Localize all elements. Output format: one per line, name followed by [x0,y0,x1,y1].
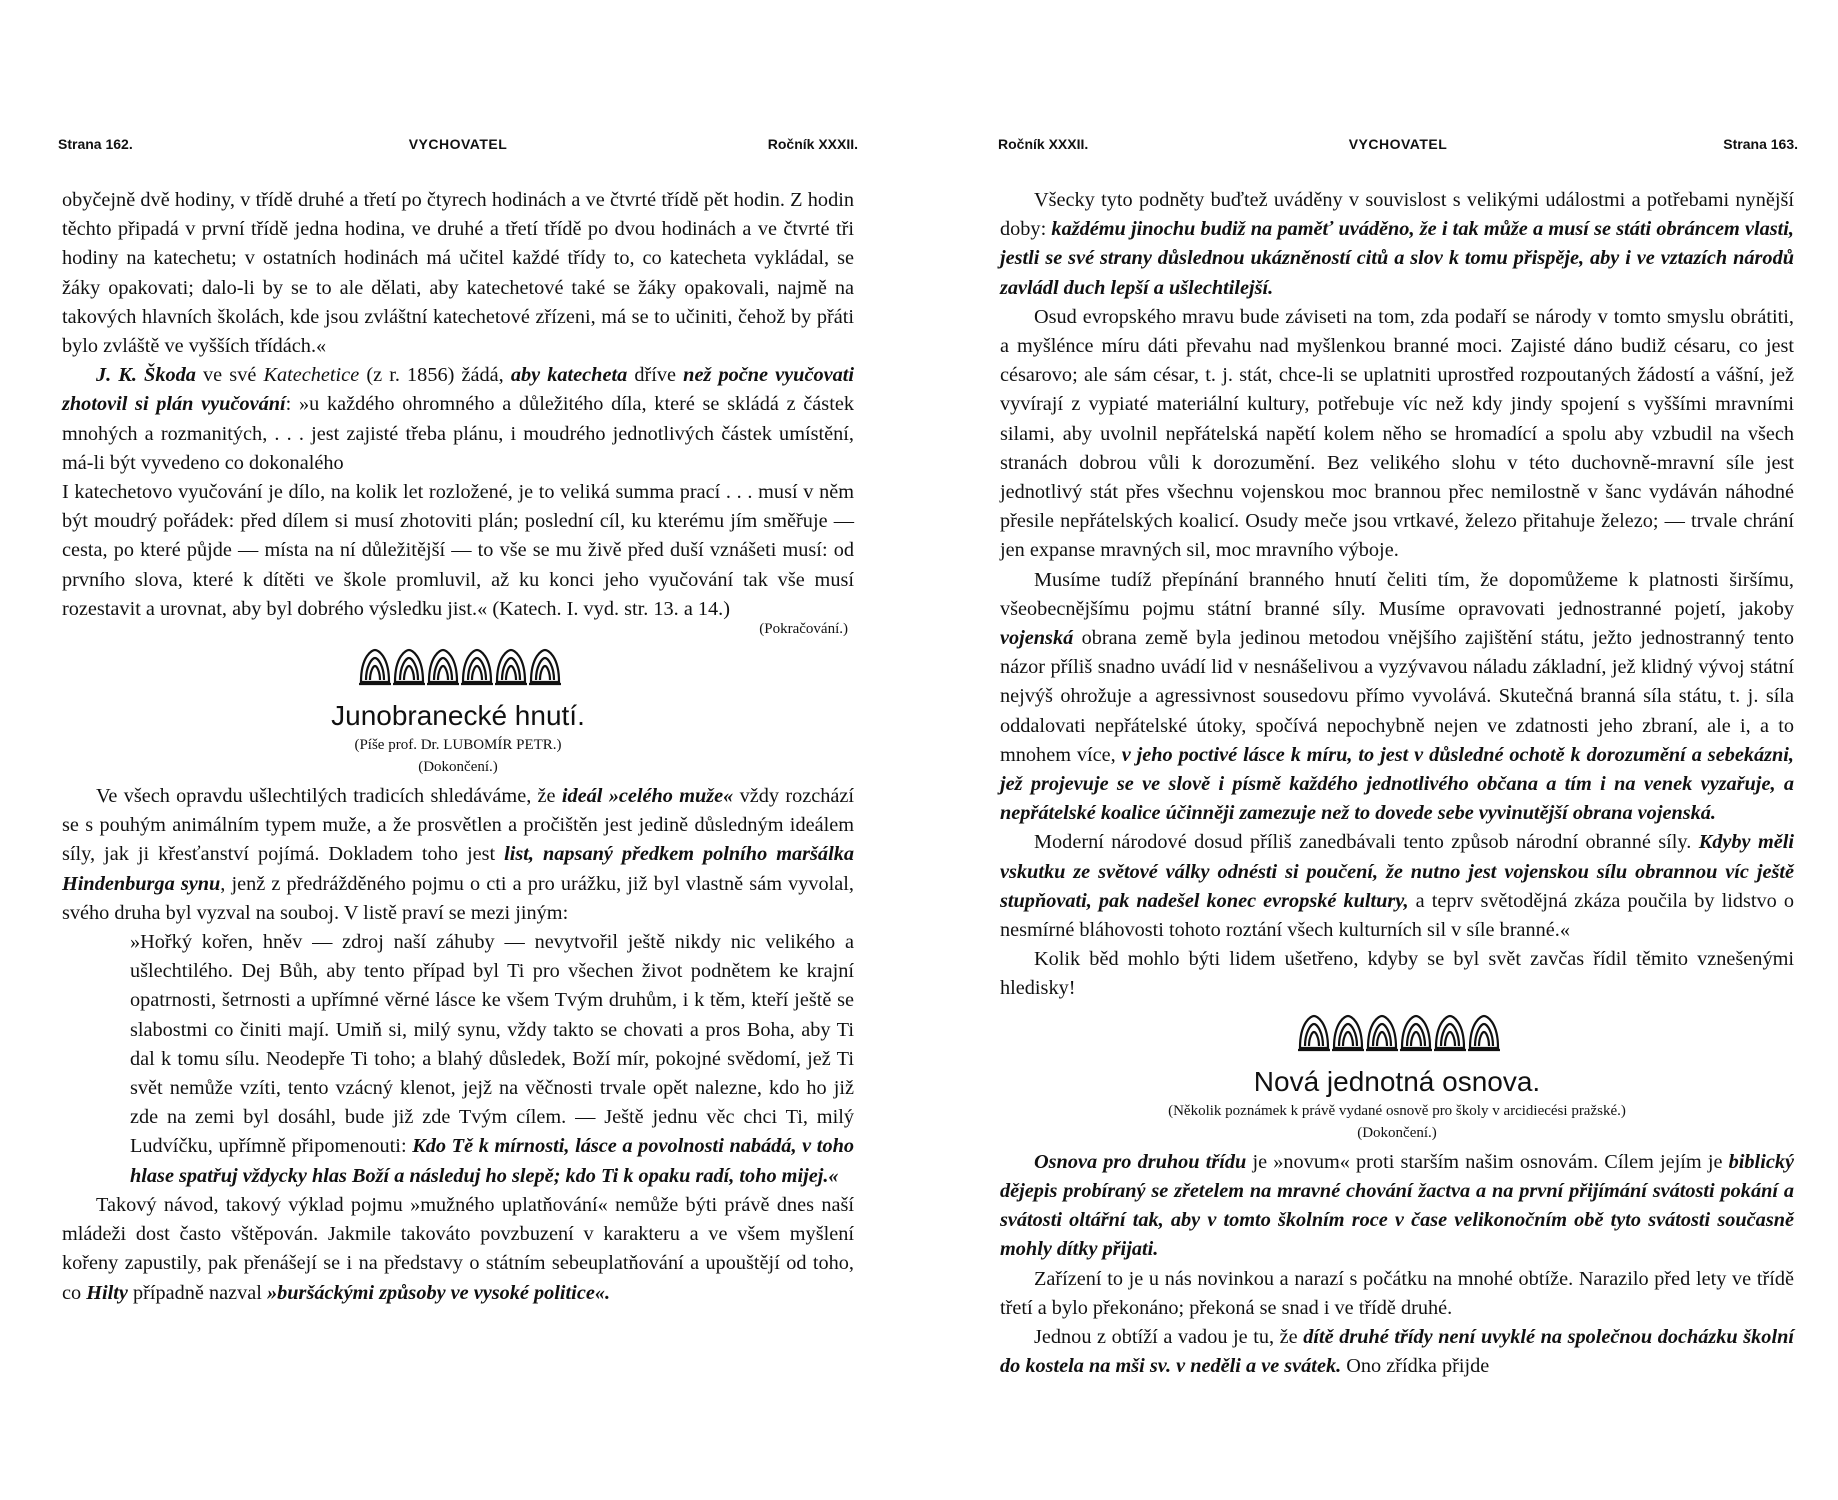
article-subtitle: (Několik poznámek k právě vydané osnově pro školy v arcidiecési pražské.) [1168,1102,1626,1119]
page-number: Strana 163. [1723,136,1798,152]
right-page [998,0,1798,1500]
running-header-right [998,136,1798,158]
right-page-body [1000,186,1794,1381]
paragraph: Všecky tyto podněty buďtež uváděny v souvislost s velikými událostmi a potřebami nynější doby: každému jinochu budiž na paměť uváděno, že i tak může a musí se státi obráncem vlasti, jestli se své strany důslednou ukázněností citů a slov k tomu přispěje, aby i ve vztazích národů zavládl duch lepší a ušlechtilejší. [1000,189,1794,299]
volume-label: Ročník XXXII. [767,136,858,152]
quoted-letter [62,928,854,1191]
ornament-icon [1294,1012,1500,1054]
article-part-note: (Dokončení.) [1357,1124,1437,1141]
paragraph: Osnova pro druhou třídu je »novum« proti starším našim osnovám. Cílem jejím je biblický dějepis probíraný se zřetelem na mravné chování žactva a na první přijímání svátosti pokání a svátosti oltářní tak, aby v tomto školním roce v čase velikonočním obě tyto svátosti současně mohly dítky přijati. [1000,1150,1794,1261]
article-title: Nová jednotná osnova. [1253,1065,1541,1097]
ornament-icon [355,646,561,688]
paragraph: Ve všech opravdu ušlechtilých tradicích shledáváme, že ideál »celého muže« vždy rozchází se s pouhým animálním typem muže, a že prosvětlen a pročištěn jest jedině důsledným ideálem síly, jak ji křesťanství pojímá. Dokladem toho jest list, napsaný předkem polního maršálka Hindenburga synu, jenž z předrážděného pojmu o cti a pro urážku, již byl vlastně sám vyvolal, svého druha byl vyzval na souboj. V listě praví se mezi jiným: [62,785,855,924]
paragraph: Zařízení to je u nás novinkou a narazí s počátku na mnohé obtíže. Narazilo před lety ve třídě třetí a bylo překonáno; překoná se snad i ve třídě druhé. [1000,1267,1794,1319]
paragraph: Kolik běd mohlo býti lidem ušetřeno, kdyby se byl svět zavčas řídil těmito vznešenými hledisky! [1000,948,1794,1000]
paragraph: obyčejně dvě hodiny, v třídě druhé a třetí po čtyrech hodinách a ve čtvrté třídě pět hodin. Z hodin těchto připadá v první třídě jedna hodina, ve druhé a třetí třídě po dvou hodinách a ve čtvrté tři hodiny na katechetu; v ostatních hodinách má učitel každé třídy to, co katecheta vykládal, se žáky opakovati; dalo-li by se to ale dělati, aby katechetové také se žáky opakovali, najmě na takových hlavních školách, kde jsou zvláštní katechetové zřízeni, má se to učiniti, čehož by přáti bylo zvláště ve vyšších třídách.« [62,189,854,358]
paragraph: Osud evropského mravu bude záviseti na tom, zda podaří se národy v tomto smyslu obrátiti, a myšlénce míru dáti převahu nad myšlenkou branné moci. Zajisté dáno budiž césaru, co jest césarovo; ale sám césar, t. j. stát, chce-li se uplatniti uprostřed rozpoutaných žádostí a vášní, jež vyvírají z vypiaté materiální kultury, potřebuje víc než kdy jindy spojení s vyššími mravními silami, aby uvolnil nepřátelská napětí kolem něho se hromadící a spolu aby vzbudil na všech stranách dobrou vůli k dorozumění. Bez velikého slohu v této duchovně-mravní síle jest jednotlivý stát přes všechnu vojenskou moc brannou přec nemilostně v šanc vydáván náhodné přesile nepřátelských koalicí. Osudy meče jsou vrtkavé, železo přitahuje železo; — trvale chrání jen expanse mravných sil, moc mravního výboje. [1000,305,1794,562]
left-page-body [62,186,854,1308]
floral-ornament [1000,1012,1794,1058]
running-header-left [58,136,858,158]
article-title: Junobranecké hnutí. [331,700,585,732]
journal-title: VYCHOVATEL [1348,136,1448,152]
paragraph: Jednou z obtíží a vadou je tu, že dítě druhé třídy není uvyklé na společnou docházku školní do kostela na mši sv. v neděli a ve svátek. Ono zřídka přijde [1000,1325,1794,1378]
article-byline: (Píše prof. Dr. LUBOMÍR PETR.) [354,737,562,754]
paragraph: Musíme tudíž přepínání branného hnutí čeliti tím, že dopomůžeme k platnosti širšímu, všeobecnějšímu pojmu státní branné síly. Musíme opravovati jednostranné pojetí, jakoby vojenská obrana země byla jedinou metodou vnějšího zajištění státu, ježto jednostranný tento názor příliš snadno uvádí lid v nesnášelivou a vyzývavou náladu základní, jež klidný vývoj státní nejvýš ohrožuje a agressivnost sousedovu přímo vyvolává. Skutečná branná síla státu, t. j. síla oddalovati nepřátelské útoky, spočívá nepochybně nejen ve zdatnosti jeho zbraní, ale i, a to mnohem více, v jeho poctivé lásce k míru, to jest v důsledné ochotě k dorozumění a sebekázni, jež projevuje se ve slově i písmě každého jednotlivého občana a tím i na venek vyzařuje, a nepřátelské koalice účinněji zamezuje než to dovede sebe vyvinutější obrana vojenská. [1000,568,1795,825]
article-part-note: (Dokončení.) [418,759,498,776]
volume-label: Ročník XXXII. [998,136,1089,152]
continued-note: (Pokračování.) [759,621,848,638]
left-page [58,0,858,1500]
paragraph: Takový návod, takový výklad pojmu »mužného uplatňování« nemůže býti právě dnes naší mládeži dost často vštěpován. Jakmile takováto povzbuzení v karakteru a ve všem myšlení kořeny zapustily, pak přenášejí se i na představy o státním sebeuplatňování a upouštějí od toho, co Hilty případně nazval »buršáckými způsoby ve vysoké politice«. [62,1193,854,1304]
paragraph: J. K. Škoda ve své Katechetice (z r. 1856) žádá, aby katecheta dříve než počne vyučovati zhotovil si plán vyučování: »u každého ohromného a důležitého díla, které se skládá z částek mnohých a rozmanitých, . . . jest zajisté třeba plánu, i moudrého jednotlivých částek umístění, má-li být vyvedeno co dokonalého [62,364,855,474]
paragraph: Moderní národové dosud příliš zanedbávali tento způsob národní obranné síly. Kdyby měli vskutku ze světové války odnésti si poučení, že nutno jest vojenskou sílu obrannou víc ještě stupňovati, pak nadešel konec evropské kultury, a teprv světodějná zkáza poučila by lidstvo o nesmírné bláhovosti tohoto roztání všech kulturních sil v síle branné.« [1000,831,1794,942]
journal-title: VYCHOVATEL [408,136,508,152]
paragraph: I katechetovo vyučování je dílo, na kolik let rozložené, je to veliká summa prací . . . musí v něm být moudrý pořádek: před dílem si musí zhotoviti plán; poslední cíl, ku kterému jím směřuje — cesta, po které půjde — místa na ní důležitější — to vše se mu živě před duší vznášeti musí: od prvního slova, které k dítěti ve škole promluvil, až ku konci jeho vyučování tak vše musí rozestavit a urovnat, aby byl dobrého výsledku jist.« (Katech. I. vyd. str. 13. a 14.) [62,481,854,620]
floral-ornament [62,646,854,692]
quote-text: »Hořký kořen, hněv — zdroj naší záhuby — nevytvořil ještě nikdy nic velikého a ušlechtilého. Dej Bůh, aby tento případ byl Ti pro všechen život podnětem ke krajní opatrnosti, šetrnosti a upřímné věrné lásce ke všem Tvým druhům, i k těm, kteří ještě se slabostmi co činiti mají. Umiň si, milý synu, vždy takto se chovati a pros Boha, aby Ti dal k tomu sílu. Neodepře Ti toho; a blahý důsledek, Boží mír, pokojné svědomí, jež Ti svět nemůže vzíti, tento vzácný klenot, jejž na věčnosti trvale opět nalezne, kdo ho již zde na zemi byl dosáhl, bude již zde Tvým cílem. — Ještě jednu věc chci Ti, milý Ludvíčku, upřímně připomenouti: Kdo Tě k mírnosti, lásce a povolnosti nabádá, v toho hlase spatřuj vždycky hlas Boží a následuj ho slepě; kdo Ti k opaku radí, toho mijej.« [130,931,854,1187]
page-number: Strana 162. [58,136,133,152]
